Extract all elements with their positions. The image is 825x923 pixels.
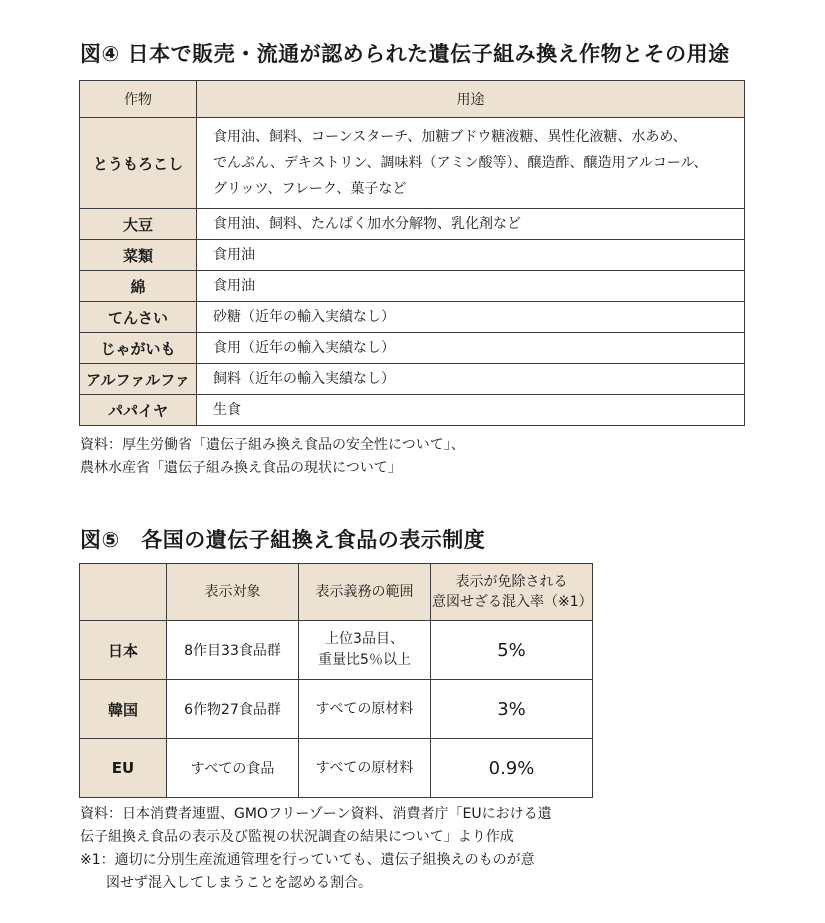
rate-cell: 0.9% bbox=[431, 739, 593, 798]
header-scope: 表示義務の範囲 bbox=[299, 564, 431, 621]
table-row bbox=[80, 364, 745, 395]
crop-cell: アルファルファ bbox=[80, 364, 197, 395]
source-line: 伝子組換え食品の表示及び監視の状況調査の結果について」より作成 bbox=[80, 829, 514, 845]
rate-cell: 5% bbox=[431, 621, 593, 680]
labeling-systems-table bbox=[79, 563, 593, 798]
use-cell: 食用（近年の輸入実績なし） bbox=[197, 333, 745, 364]
use-line: グリッツ、フレーク、菓子など bbox=[213, 181, 407, 197]
table-header-row bbox=[80, 564, 593, 621]
footnote-line: ※1：適切に分別生産流通管理を行っていても、遺伝子組換えのものが意 bbox=[80, 852, 535, 868]
table-row bbox=[80, 621, 593, 680]
use-cell: 生食 bbox=[197, 395, 745, 426]
target-cell: すべての食品 bbox=[167, 739, 299, 798]
table-header-row bbox=[80, 81, 745, 118]
header-target: 表示対象 bbox=[167, 564, 299, 621]
figure-4-source bbox=[80, 434, 465, 480]
crop-cell: 綿 bbox=[80, 271, 197, 302]
use-line: でんぷん、デキストリン、調味料（アミン酸等）、醸造酢、醸造用アルコール、 bbox=[213, 155, 708, 171]
header-use: 用途 bbox=[197, 81, 745, 118]
target-cell: 6作物27食品群 bbox=[167, 680, 299, 739]
scope-line: 上位3品目、 bbox=[325, 631, 404, 647]
header-rate bbox=[431, 564, 593, 621]
crop-cell: じゃがいも bbox=[80, 333, 197, 364]
header-rate-line: 表示が免除される bbox=[455, 574, 568, 590]
use-cell: 食用油 bbox=[197, 271, 745, 302]
source-line: 農林水産省「遺伝子組み換え食品の現状について」 bbox=[80, 460, 402, 476]
scope-line: 重量比5％以上 bbox=[318, 652, 411, 668]
rate-cell: 3% bbox=[431, 680, 593, 739]
gm-crops-table bbox=[79, 80, 745, 426]
scope-cell: すべての原材料 bbox=[299, 739, 431, 798]
use-cell: 砂糖（近年の輸入実績なし） bbox=[197, 302, 745, 333]
country-cell: EU bbox=[80, 739, 167, 798]
table-row bbox=[80, 271, 745, 302]
use-cell: 食用油、飼料、たんぱく加水分解物、乳化剤など bbox=[197, 209, 745, 240]
table-row bbox=[80, 333, 745, 364]
table-row bbox=[80, 680, 593, 739]
header-corner bbox=[80, 564, 167, 621]
header-crop: 作物 bbox=[80, 81, 197, 118]
table-row bbox=[80, 209, 745, 240]
country-cell: 日本 bbox=[80, 621, 167, 680]
header-rate-line: 意図せざる混入率（※1） bbox=[432, 594, 593, 610]
scope-cell: すべての原材料 bbox=[299, 680, 431, 739]
target-cell: 8作目33食品群 bbox=[167, 621, 299, 680]
country-cell: 韓国 bbox=[80, 680, 167, 739]
use-cell bbox=[197, 118, 745, 209]
use-cell: 飼料（近年の輸入実績なし） bbox=[197, 364, 745, 395]
footnote-line: 図せず混入してしまうことを認める割合。 bbox=[106, 875, 372, 891]
use-line: 食用油、飼料、コーンスターチ、加糖ブドウ糖液糖、異性化液糖、水あめ、 bbox=[213, 129, 687, 145]
table-row bbox=[80, 240, 745, 271]
table-row bbox=[80, 395, 745, 426]
crop-cell: てんさい bbox=[80, 302, 197, 333]
figure-5-title: 図⑤ 各国の遺伝子組換え食品の表示制度 bbox=[80, 528, 486, 552]
crop-cell: とうもろこし bbox=[80, 118, 197, 209]
use-cell: 食用油 bbox=[197, 240, 745, 271]
table-row bbox=[80, 739, 593, 798]
scope-cell bbox=[299, 621, 431, 680]
table-row bbox=[80, 302, 745, 333]
table-row bbox=[80, 118, 745, 209]
figure-5-source bbox=[80, 803, 552, 895]
crop-cell: 大豆 bbox=[80, 209, 197, 240]
crop-cell: パパイヤ bbox=[80, 395, 197, 426]
source-line: 資料：日本消費者連盟、GMOフリーゾーン資料、消費者庁「EUにおける遺 bbox=[80, 806, 552, 822]
figure-4-title: 図④ 日本で販売・流通が認められた遺伝子組み換え作物とその用途 bbox=[80, 42, 730, 66]
source-line: 資料：厚生労働省「遺伝子組み換え食品の安全性について」、 bbox=[80, 437, 465, 453]
crop-cell: 菜類 bbox=[80, 240, 197, 271]
